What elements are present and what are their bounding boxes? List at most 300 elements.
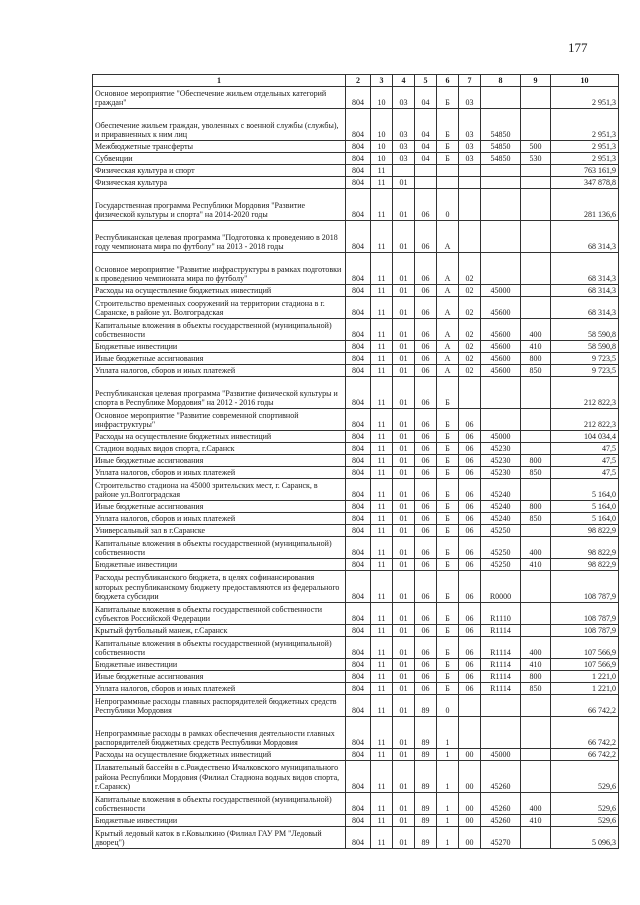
row-code-direction [481,189,521,221]
row-name: Капитальные вложения в объекты государственной собственности субъектов Российской Федерации [93,603,346,625]
row-code-event [459,177,481,189]
table-row [93,221,619,253]
row-name: Бюджетные инвестиции [93,341,346,353]
row-name: Основное мероприятие "Развитие инфраструктуры в рамках подготовки к проведению чемпионата мира по футболу" [93,253,346,285]
row-code-admin: 804 [346,537,371,559]
row-amount: 66 742,2 [551,749,619,761]
row-code-program: 06 [415,297,437,319]
row-code-event: 02 [459,365,481,377]
table-row [93,683,619,695]
row-name: Иные бюджетные ассигнования [93,455,346,467]
row-amount: 5 164,0 [551,479,619,501]
row-code-program: 06 [415,455,437,467]
row-code-admin: 804 [346,285,371,297]
row-code-expense-type [521,761,551,793]
row-code-admin: 804 [346,141,371,153]
row-amount: 529,6 [551,793,619,815]
row-code-direction [481,717,521,749]
row-code-event: 00 [459,827,481,849]
table-body [93,87,619,849]
row-code-expense-type [521,297,551,319]
row-amount: 108 787,9 [551,571,619,603]
row-code-expense-type: 400 [521,793,551,815]
row-code-direction [481,177,521,189]
row-code-event: 00 [459,761,481,793]
row-code-expense-type [521,525,551,537]
row-code-section: 11 [371,717,393,749]
row-code-admin: 804 [346,559,371,571]
row-code-event [459,377,481,409]
row-code-expense-type: 400 [521,319,551,341]
row-code-subprogram: Б [437,659,459,671]
row-code-program: 04 [415,141,437,153]
row-amount: 2 951,3 [551,87,619,109]
row-code-subsection: 01 [393,467,415,479]
row-code-direction: R1114 [481,625,521,637]
row-code-section: 11 [371,443,393,455]
row-code-section: 11 [371,637,393,659]
row-code-expense-type: 410 [521,341,551,353]
row-code-section: 11 [371,513,393,525]
row-code-subprogram: Б [437,109,459,141]
row-code-admin: 804 [346,637,371,659]
table-row [93,525,619,537]
row-code-section: 11 [371,683,393,695]
row-code-section: 11 [371,221,393,253]
row-code-subprogram: Б [437,443,459,455]
column-header: 4 [393,75,415,87]
row-code-event: 06 [459,537,481,559]
row-code-subsection: 01 [393,319,415,341]
row-code-subprogram: А [437,297,459,319]
row-code-admin: 804 [346,153,371,165]
row-code-direction: 45250 [481,525,521,537]
row-code-subsection: 03 [393,87,415,109]
row-amount: 98 822,9 [551,525,619,537]
row-amount: 104 034,4 [551,431,619,443]
row-code-event: 06 [459,455,481,467]
row-code-direction: 45260 [481,815,521,827]
row-code-admin: 804 [346,749,371,761]
row-code-direction: R0000 [481,571,521,603]
row-code-section: 11 [371,431,393,443]
row-code-expense-type: 850 [521,683,551,695]
row-code-direction: 54850 [481,153,521,165]
row-code-program: 06 [415,559,437,571]
row-amount: 66 742,2 [551,717,619,749]
row-code-subprogram: Б [437,513,459,525]
row-code-section: 11 [371,761,393,793]
row-code-admin: 804 [346,717,371,749]
row-code-expense-type: 850 [521,467,551,479]
row-code-event: 02 [459,253,481,285]
row-code-admin: 804 [346,297,371,319]
row-code-subprogram: Б [437,525,459,537]
row-code-subsection: 01 [393,479,415,501]
row-code-section: 11 [371,671,393,683]
row-code-expense-type: 850 [521,513,551,525]
row-code-section: 11 [371,377,393,409]
table-row [93,717,619,749]
table-row [93,537,619,559]
row-code-subprogram: 1 [437,761,459,793]
table-row [93,637,619,659]
row-code-event: 02 [459,353,481,365]
row-code-expense-type [521,749,551,761]
row-code-program: 06 [415,537,437,559]
row-code-subsection: 01 [393,285,415,297]
row-code-direction: 45600 [481,365,521,377]
row-code-admin: 804 [346,109,371,141]
row-code-event: 06 [459,671,481,683]
row-code-subsection: 01 [393,341,415,353]
row-name: Физическая культура и спорт [93,165,346,177]
row-code-subsection: 01 [393,571,415,603]
row-code-admin: 804 [346,695,371,717]
row-code-section: 11 [371,571,393,603]
row-code-admin: 804 [346,683,371,695]
row-name: Расходы республиканского бюджета, в целях софинансирования которых республиканскому бюджету предоставляются из федерального бюджета субсидии [93,571,346,603]
row-name: Капитальные вложения в объекты государственной (муниципальной) собственности [93,793,346,815]
row-code-event: 02 [459,285,481,297]
row-name: Стадион водных видов спорта, г.Саранск [93,443,346,455]
row-amount: 108 787,9 [551,603,619,625]
row-code-admin: 804 [346,87,371,109]
row-code-admin: 804 [346,815,371,827]
row-code-section: 11 [371,353,393,365]
row-code-section: 11 [371,625,393,637]
row-code-program: 04 [415,153,437,165]
row-code-subsection: 01 [393,221,415,253]
row-name: Бюджетные инвестиции [93,559,346,571]
row-code-event [459,695,481,717]
row-code-subprogram: Б [437,467,459,479]
row-amount: 107 566,9 [551,637,619,659]
row-code-subprogram: А [437,353,459,365]
row-code-expense-type [521,625,551,637]
table-row [93,603,619,625]
row-code-direction [481,221,521,253]
table-row [93,409,619,431]
row-code-expense-type: 800 [521,353,551,365]
row-code-section: 11 [371,827,393,849]
row-code-direction: R1114 [481,671,521,683]
row-code-event [459,165,481,177]
row-code-section: 11 [371,467,393,479]
row-code-subprogram: 0 [437,189,459,221]
column-header: 2 [346,75,371,87]
row-code-event: 06 [459,625,481,637]
table-row [93,571,619,603]
row-code-direction: 45230 [481,455,521,467]
row-code-section: 11 [371,659,393,671]
row-code-expense-type [521,409,551,431]
row-code-section: 11 [371,365,393,377]
row-name: Расходы на осуществление бюджетных инвестиций [93,285,346,297]
row-code-program: 06 [415,409,437,431]
row-amount: 9 723,5 [551,365,619,377]
row-code-section: 10 [371,87,393,109]
row-code-subsection: 01 [393,365,415,377]
table-row [93,815,619,827]
row-code-direction: 45600 [481,341,521,353]
row-code-subsection: 03 [393,153,415,165]
row-code-subsection: 01 [393,525,415,537]
row-code-subsection: 03 [393,109,415,141]
row-code-program: 04 [415,109,437,141]
row-code-admin: 804 [346,793,371,815]
row-code-event: 03 [459,87,481,109]
row-code-admin: 804 [346,455,371,467]
row-code-section: 11 [371,409,393,431]
row-code-event: 06 [459,467,481,479]
row-code-subsection: 01 [393,793,415,815]
column-header: 8 [481,75,521,87]
row-code-subsection: 01 [393,513,415,525]
row-code-subprogram: Б [437,409,459,431]
table-row [93,165,619,177]
column-header: 10 [551,75,619,87]
row-amount: 212 822,3 [551,409,619,431]
row-code-expense-type [521,285,551,297]
row-code-subprogram: Б [437,153,459,165]
row-code-program: 06 [415,285,437,297]
row-name: Универсальный зал в г.Саранске [93,525,346,537]
row-code-section: 11 [371,537,393,559]
row-code-admin: 804 [346,659,371,671]
row-code-section: 11 [371,455,393,467]
row-code-direction: 45260 [481,761,521,793]
row-code-subprogram: 1 [437,749,459,761]
table-row [93,177,619,189]
row-code-expense-type: 410 [521,659,551,671]
row-code-expense-type [521,253,551,285]
row-code-subprogram: Б [437,625,459,637]
row-amount: 5 164,0 [551,513,619,525]
row-code-program: 89 [415,827,437,849]
row-code-subprogram: Б [437,87,459,109]
row-code-event: 06 [459,431,481,443]
table-row [93,365,619,377]
row-code-subsection: 01 [393,253,415,285]
row-code-expense-type: 800 [521,455,551,467]
row-code-expense-type: 410 [521,559,551,571]
row-code-admin: 804 [346,353,371,365]
row-name: Иные бюджетные ассигнования [93,671,346,683]
row-code-expense-type: 410 [521,815,551,827]
row-code-admin: 804 [346,479,371,501]
column-header: 3 [371,75,393,87]
header-row [93,75,619,87]
table-row [93,87,619,109]
table-row [93,189,619,221]
table-row [93,479,619,501]
row-code-event: 00 [459,749,481,761]
row-amount: 68 314,3 [551,221,619,253]
row-code-section: 11 [371,749,393,761]
row-code-admin: 804 [346,571,371,603]
row-code-program: 06 [415,319,437,341]
row-code-subprogram: А [437,221,459,253]
row-code-expense-type: 850 [521,365,551,377]
row-code-program: 06 [415,443,437,455]
row-name: Основное мероприятие "Обеспечение жильем отдельных категорий граждан" [93,87,346,109]
row-code-direction: R1114 [481,659,521,671]
row-code-subsection: 01 [393,603,415,625]
row-code-subsection: 01 [393,177,415,189]
row-code-direction [481,165,521,177]
table-row [93,443,619,455]
row-name: Бюджетные инвестиции [93,815,346,827]
table-row [93,109,619,141]
row-code-section: 11 [371,285,393,297]
row-code-program: 89 [415,793,437,815]
row-code-event: 06 [459,501,481,513]
row-code-expense-type: 800 [521,501,551,513]
row-code-admin: 804 [346,431,371,443]
table-row [93,297,619,319]
row-code-expense-type [521,165,551,177]
column-header: 7 [459,75,481,87]
row-code-program: 06 [415,253,437,285]
row-code-admin: 804 [346,443,371,455]
table-row [93,341,619,353]
row-amount: 347 878,8 [551,177,619,189]
row-code-admin: 804 [346,513,371,525]
row-code-subprogram: А [437,253,459,285]
table-row [93,671,619,683]
row-code-subsection: 01 [393,717,415,749]
column-header: 5 [415,75,437,87]
row-code-direction: R1114 [481,683,521,695]
row-code-subsection: 01 [393,353,415,365]
row-code-section: 11 [371,297,393,319]
row-name: Непрограммные расходы в рамках обеспечения деятельности главных распорядителей бюджетных средств Республики Мордовия [93,717,346,749]
row-code-subsection: 01 [393,637,415,659]
table-row [93,695,619,717]
row-code-event: 06 [459,637,481,659]
row-code-program: 06 [415,501,437,513]
row-amount: 68 314,3 [551,285,619,297]
row-code-event: 03 [459,109,481,141]
row-name: Уплата налогов, сборов и иных платежей [93,683,346,695]
row-amount: 529,6 [551,815,619,827]
table-row [93,253,619,285]
row-code-direction: 45000 [481,431,521,443]
row-code-subprogram [437,177,459,189]
row-code-program: 89 [415,761,437,793]
row-code-subsection: 01 [393,761,415,793]
row-code-subsection: 01 [393,455,415,467]
row-code-event: 06 [459,513,481,525]
row-code-direction [481,377,521,409]
row-code-event: 00 [459,793,481,815]
row-name: Государственная программа Республики Мордовия "Развитие физической культуры и спорта" на 2014-2020 годы [93,189,346,221]
row-amount: 2 951,3 [551,153,619,165]
table-row [93,141,619,153]
row-code-expense-type [521,443,551,455]
row-code-section: 11 [371,253,393,285]
row-code-subprogram [437,165,459,177]
row-name: Непрограммные расходы главных распорядителей бюджетных средств Республики Мордовия [93,695,346,717]
row-amount: 107 566,9 [551,659,619,671]
row-name: Бюджетные инвестиции [93,659,346,671]
column-header: 9 [521,75,551,87]
row-code-admin: 804 [346,365,371,377]
row-code-expense-type: 530 [521,153,551,165]
row-code-event: 02 [459,297,481,319]
table-row [93,749,619,761]
row-code-subsection: 01 [393,659,415,671]
row-amount: 529,6 [551,761,619,793]
row-code-subsection: 01 [393,671,415,683]
row-code-program: 06 [415,571,437,603]
row-code-event: 06 [459,603,481,625]
row-code-direction: R1114 [481,637,521,659]
row-code-subprogram: А [437,285,459,297]
row-code-event: 02 [459,341,481,353]
row-code-expense-type [521,717,551,749]
row-code-direction: 45250 [481,559,521,571]
row-code-section: 11 [371,815,393,827]
row-code-expense-type: 800 [521,671,551,683]
row-code-admin: 804 [346,501,371,513]
table-row [93,467,619,479]
row-code-program: 06 [415,189,437,221]
row-code-subsection: 01 [393,683,415,695]
row-code-subsection: 01 [393,559,415,571]
row-code-direction: 45240 [481,479,521,501]
row-code-program: 06 [415,525,437,537]
row-code-expense-type [521,87,551,109]
row-amount: 68 314,3 [551,297,619,319]
row-code-program: 06 [415,603,437,625]
row-amount: 58 590,8 [551,341,619,353]
row-code-direction: 45600 [481,319,521,341]
row-code-subsection: 01 [393,443,415,455]
row-name: Капитальные вложения в объекты государственной (муниципальной) собственности [93,637,346,659]
row-code-expense-type [521,479,551,501]
row-code-subprogram: 1 [437,717,459,749]
table-row [93,431,619,443]
row-code-expense-type [521,377,551,409]
row-code-direction: 45240 [481,513,521,525]
row-code-section: 11 [371,695,393,717]
row-code-event: 06 [459,659,481,671]
row-code-subsection: 01 [393,815,415,827]
row-name: Межбюджетные трансферты [93,141,346,153]
row-code-admin: 804 [346,625,371,637]
row-amount: 212 822,3 [551,377,619,409]
row-code-subprogram: Б [437,479,459,501]
row-code-subsection [393,165,415,177]
row-name: Плавательный бассейн в с.Рождествено Ичалковского муниципального района Республики Мордовия (Филиал Стадиона водных видов спорта, г.Саранск) [93,761,346,793]
row-name: Расходы на осуществление бюджетных инвестиций [93,749,346,761]
row-code-program [415,165,437,177]
row-code-admin: 804 [346,253,371,285]
row-code-event: 00 [459,815,481,827]
row-code-subprogram: А [437,365,459,377]
row-code-subprogram: Б [437,637,459,659]
row-code-program [415,177,437,189]
row-code-admin: 804 [346,827,371,849]
row-code-section: 10 [371,153,393,165]
row-name: Республиканская целевая программа "Развитие физической культуры и спорта в Республике Мордовия" на 2012 - 2016 годы [93,377,346,409]
row-code-program: 06 [415,377,437,409]
row-code-event: 06 [459,443,481,455]
row-amount: 58 590,8 [551,319,619,341]
row-code-direction: 45230 [481,443,521,455]
